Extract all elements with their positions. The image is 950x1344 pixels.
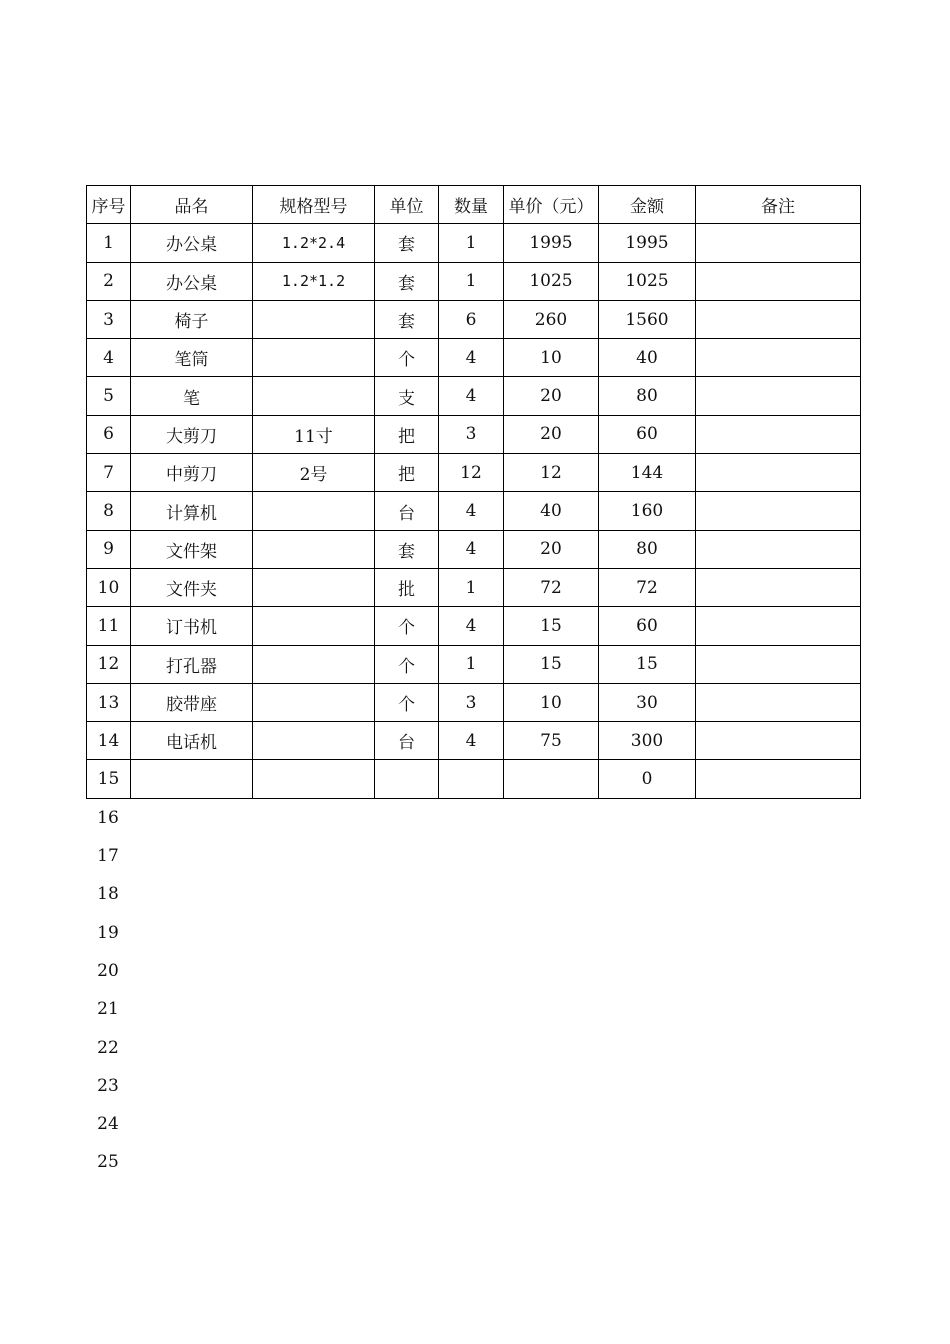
- cell-unit: 套: [375, 224, 439, 262]
- cell-spec: [253, 607, 375, 645]
- cell-quantity: 4: [439, 339, 504, 377]
- table-row: [87, 492, 861, 530]
- cell-quantity: 4: [439, 607, 504, 645]
- cell-notes: [696, 760, 861, 798]
- table-row: [87, 224, 861, 262]
- cell-amount: 1560: [599, 300, 696, 338]
- spreadsheet: [86, 185, 860, 1182]
- cell-index: 11: [87, 607, 131, 645]
- row-number: 20: [97, 960, 119, 981]
- cell-name: 办公桌: [131, 224, 253, 262]
- header-cell-unit: 单位: [375, 186, 439, 224]
- cell-spec: [253, 683, 375, 721]
- header-cell-spec: 规格型号: [253, 186, 375, 224]
- cell-name: 计算机: [131, 492, 253, 530]
- cell-quantity: 1: [439, 568, 504, 606]
- cell-unit: 个: [375, 339, 439, 377]
- cell-index: 6: [87, 415, 131, 453]
- cell-spec: [253, 645, 375, 683]
- cell-unit: 个: [375, 683, 439, 721]
- cell-unit: 套: [375, 262, 439, 300]
- cell-spec: [253, 530, 375, 568]
- cell-index: 2: [87, 262, 131, 300]
- table-row: [87, 377, 861, 415]
- item-table: [86, 185, 861, 799]
- cell-index: 13: [87, 683, 131, 721]
- cell-spec: [253, 492, 375, 530]
- cell-spec: [253, 568, 375, 606]
- cell-index: 7: [87, 454, 131, 492]
- cell-quantity: 3: [439, 683, 504, 721]
- cell-spec: [253, 722, 375, 760]
- cell-index: 4: [87, 339, 131, 377]
- cell-spec: 11寸: [253, 415, 375, 453]
- cell-index: 8: [87, 492, 131, 530]
- cell-quantity: 12: [439, 454, 504, 492]
- cell-amount: 160: [599, 492, 696, 530]
- cell-notes: [696, 300, 861, 338]
- cell-spec: [253, 300, 375, 338]
- header-cell-amount: 金额: [599, 186, 696, 224]
- cell-name: 中剪刀: [131, 454, 253, 492]
- cell-quantity: 1: [439, 224, 504, 262]
- table-row: [87, 607, 861, 645]
- cell-unit: 把: [375, 454, 439, 492]
- cell-index: 12: [87, 645, 131, 683]
- cell-amount: 40: [599, 339, 696, 377]
- cell-index: 5: [87, 377, 131, 415]
- cell-quantity: 1: [439, 645, 504, 683]
- cell-amount: 300: [599, 722, 696, 760]
- row-number: 24: [97, 1114, 119, 1135]
- cell-index: 3: [87, 300, 131, 338]
- cell-amount: 60: [599, 415, 696, 453]
- header-cell-notes: 备注: [696, 186, 861, 224]
- cell-unit: 台: [375, 492, 439, 530]
- cell-unit: 批: [375, 568, 439, 606]
- cell-unit-price: 20: [504, 377, 599, 415]
- cell-unit-price: 260: [504, 300, 599, 338]
- cell-amount: 144: [599, 454, 696, 492]
- cell-spec: [253, 760, 375, 798]
- cell-name: 胶带座: [131, 683, 253, 721]
- row-number: 22: [97, 1037, 119, 1058]
- cell-spec: 1.2*2.4: [253, 224, 375, 262]
- cell-index: 9: [87, 530, 131, 568]
- cell-quantity: [439, 760, 504, 798]
- table-row: [87, 454, 861, 492]
- cell-name: [131, 760, 253, 798]
- cell-quantity: 6: [439, 300, 504, 338]
- cell-amount: 1995: [599, 224, 696, 262]
- cell-unit-price: 10: [504, 339, 599, 377]
- cell-notes: [696, 262, 861, 300]
- cell-unit: 套: [375, 300, 439, 338]
- cell-index: 1: [87, 224, 131, 262]
- cell-amount: 80: [599, 530, 696, 568]
- cell-notes: [696, 722, 861, 760]
- row-number: 25: [97, 1152, 119, 1173]
- cell-quantity: 4: [439, 722, 504, 760]
- cell-spec: [253, 339, 375, 377]
- cell-unit-price: 75: [504, 722, 599, 760]
- cell-unit-price: 72: [504, 568, 599, 606]
- cell-name: 笔筒: [131, 339, 253, 377]
- cell-unit: 把: [375, 415, 439, 453]
- cell-unit-price: 40: [504, 492, 599, 530]
- cell-name: 打孔器: [131, 645, 253, 683]
- cell-name: 办公桌: [131, 262, 253, 300]
- cell-amount: 80: [599, 377, 696, 415]
- cell-unit-price: [504, 760, 599, 798]
- cell-index: 14: [87, 722, 131, 760]
- cell-spec: 2号: [253, 454, 375, 492]
- cell-unit-price: 20: [504, 415, 599, 453]
- cell-name: 电话机: [131, 722, 253, 760]
- cell-quantity: 4: [439, 377, 504, 415]
- table-row: [87, 300, 861, 338]
- cell-unit-price: 15: [504, 645, 599, 683]
- table-row: [87, 760, 861, 798]
- cell-unit: 套: [375, 530, 439, 568]
- cell-index: 10: [87, 568, 131, 606]
- header-cell-unit-price: 单价（元）: [504, 186, 599, 224]
- cell-unit-price: 1025: [504, 262, 599, 300]
- row-number: 18: [97, 884, 119, 905]
- cell-notes: [696, 454, 861, 492]
- row-number: 21: [97, 999, 119, 1020]
- cell-amount: 30: [599, 683, 696, 721]
- table-row: [87, 568, 861, 606]
- cell-notes: [696, 492, 861, 530]
- cell-unit-price: 15: [504, 607, 599, 645]
- table-row: [87, 339, 861, 377]
- table-row: [87, 415, 861, 453]
- row-number: 23: [97, 1075, 119, 1096]
- cell-unit: 个: [375, 645, 439, 683]
- header-row: [87, 186, 861, 224]
- row-number: 17: [97, 846, 119, 867]
- cell-unit-price: 1995: [504, 224, 599, 262]
- cell-unit: 个: [375, 607, 439, 645]
- cell-unit-price: 20: [504, 530, 599, 568]
- cell-notes: [696, 607, 861, 645]
- row-number: 16: [97, 807, 119, 828]
- cell-notes: [696, 224, 861, 262]
- header-cell-index: 序号: [87, 186, 131, 224]
- cell-amount: 0: [599, 760, 696, 798]
- cell-quantity: 4: [439, 492, 504, 530]
- cell-notes: [696, 377, 861, 415]
- cell-notes: [696, 645, 861, 683]
- cell-quantity: 1: [439, 262, 504, 300]
- cell-spec: 1.2*1.2: [253, 262, 375, 300]
- cell-amount: 1025: [599, 262, 696, 300]
- cell-name: 椅子: [131, 300, 253, 338]
- cell-unit: 台: [375, 722, 439, 760]
- row-number-list: [86, 799, 130, 1182]
- cell-notes: [696, 415, 861, 453]
- cell-unit-price: 12: [504, 454, 599, 492]
- cell-amount: 72: [599, 568, 696, 606]
- cell-notes: [696, 530, 861, 568]
- cell-spec: [253, 377, 375, 415]
- cell-unit: [375, 760, 439, 798]
- table-row: [87, 262, 861, 300]
- row-number: 19: [97, 922, 119, 943]
- cell-name: 订书机: [131, 607, 253, 645]
- cell-name: 大剪刀: [131, 415, 253, 453]
- cell-name: 文件架: [131, 530, 253, 568]
- cell-unit: 支: [375, 377, 439, 415]
- cell-quantity: 3: [439, 415, 504, 453]
- table-row: [87, 530, 861, 568]
- header-cell-quantity: 数量: [439, 186, 504, 224]
- table-row: [87, 722, 861, 760]
- cell-name: 笔: [131, 377, 253, 415]
- table-row: [87, 683, 861, 721]
- cell-notes: [696, 568, 861, 606]
- cell-index: 15: [87, 760, 131, 798]
- cell-notes: [696, 683, 861, 721]
- cell-notes: [696, 339, 861, 377]
- table-row: [87, 645, 861, 683]
- cell-amount: 15: [599, 645, 696, 683]
- cell-amount: 60: [599, 607, 696, 645]
- cell-name: 文件夹: [131, 568, 253, 606]
- cell-quantity: 4: [439, 530, 504, 568]
- header-cell-name: 品名: [131, 186, 253, 224]
- cell-unit-price: 10: [504, 683, 599, 721]
